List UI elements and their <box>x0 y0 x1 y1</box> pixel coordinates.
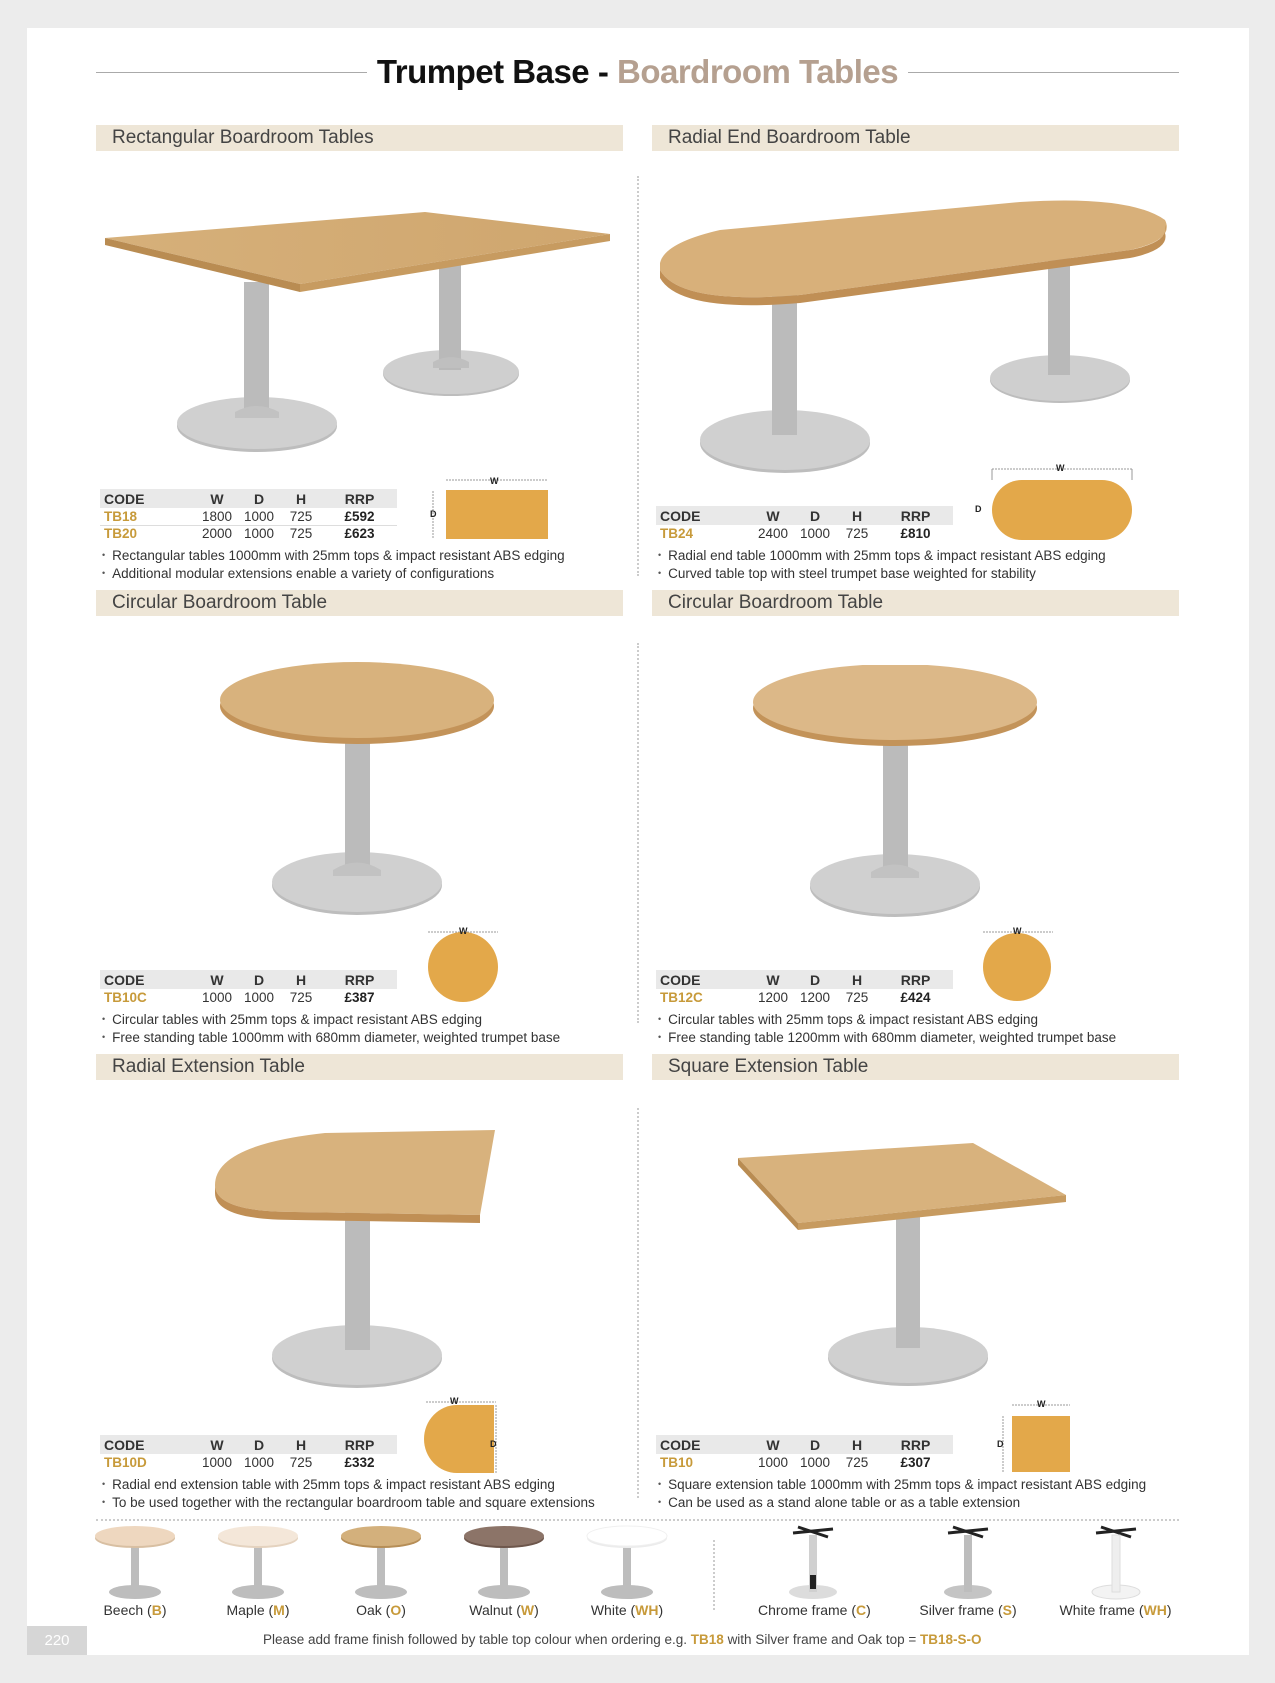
col-w: W <box>196 1435 238 1454</box>
list-item: • Free standing table 1000mm with 680mm diameter, weighted trumpet base <box>96 1029 560 1047</box>
dim-label-w: W <box>490 476 499 486</box>
dimension-diagram-square <box>994 1396 1072 1474</box>
product-code: TB20 <box>100 525 196 542</box>
frame-swatch-chrome <box>758 1525 871 1620</box>
depth-value: 1200 <box>799 990 831 1005</box>
col-d: D <box>794 970 836 989</box>
spec-table-square-extension <box>656 1435 953 1471</box>
dim-label-w: W <box>450 1396 459 1406</box>
feature-list-rectangular <box>96 547 565 583</box>
depth-value: 1000 <box>799 1455 831 1470</box>
price-value: £387 <box>344 990 375 1005</box>
col-d: D <box>238 489 280 508</box>
page-title-row <box>96 52 1179 92</box>
example-order-code: TB18-S-O <box>920 1632 982 1647</box>
col-w: W <box>196 970 238 989</box>
list-item: • Rectangular tables 1000mm with 25mm tops & impact resistant ABS edging <box>96 547 565 565</box>
finishes-frames-divider <box>713 1540 715 1610</box>
finishes-divider <box>96 1519 1179 1521</box>
walnut-table-icon <box>459 1525 549 1600</box>
col-d: D <box>794 506 836 525</box>
feature-list-radial-extension <box>96 1476 595 1512</box>
price-value: £810 <box>900 526 931 541</box>
col-h: H <box>836 970 878 989</box>
list-item: • To be used together with the rectangular boardroom table and square extensions <box>96 1494 595 1512</box>
dim-label-d: D <box>975 504 982 514</box>
dimension-diagram-radial-extension <box>424 1393 504 1475</box>
col-w: W <box>752 506 794 525</box>
col-w: W <box>196 489 238 508</box>
maple-table-icon <box>213 1525 303 1600</box>
table-row <box>656 989 953 1006</box>
price-value: £307 <box>900 1455 931 1470</box>
height-value: 725 <box>289 990 313 1005</box>
dim-label-w: W <box>1037 1399 1046 1409</box>
width-value: 1000 <box>201 1455 233 1470</box>
col-rrp: RRP <box>322 970 397 989</box>
spec-table-rectangular <box>100 489 397 542</box>
list-item: • Radial end table 1000mm with 25mm tops & impact resistant ABS edging <box>652 547 1106 565</box>
oak-top <box>341 1526 421 1546</box>
section-heading-radial-extension: Radial Extension Table <box>96 1054 623 1080</box>
product-code: TB10C <box>104 990 147 1005</box>
table-row <box>100 525 397 542</box>
table-row <box>100 508 397 525</box>
frame-label-silver: Silver frame (S) <box>919 1602 1017 1618</box>
table-row <box>656 525 953 542</box>
white-top <box>587 1526 667 1546</box>
product-code: TB24 <box>660 526 694 541</box>
col-d: D <box>238 1435 280 1454</box>
col-code: CODE <box>656 1435 752 1454</box>
dim-label-w: W <box>1056 463 1065 473</box>
finish-swatch-beech <box>85 1525 185 1620</box>
depth-value: 1000 <box>243 508 275 524</box>
spec-table-radial-extension <box>100 1435 397 1471</box>
maple-top <box>218 1526 298 1546</box>
col-h: H <box>280 489 322 508</box>
spec-table-radial-end <box>656 506 953 542</box>
price-value: £623 <box>322 525 397 542</box>
height-value: 725 <box>845 990 869 1005</box>
col-w: W <box>752 970 794 989</box>
oak-table-icon <box>336 1525 426 1600</box>
feature-list-circular-2 <box>652 1011 1116 1047</box>
title-rule-left <box>96 72 367 73</box>
finish-label-oak: Oak (O) <box>356 1602 406 1618</box>
finish-swatch-maple <box>208 1525 308 1620</box>
square-extension-table-image <box>738 1143 1068 1393</box>
depth-value: 1000 <box>238 525 280 542</box>
section-heading-circular-1: Circular Boardroom Table <box>96 590 623 616</box>
width-value: 1200 <box>757 990 789 1005</box>
col-code: CODE <box>100 489 196 508</box>
section-heading-rectangular: Rectangular Boardroom Tables <box>96 125 623 151</box>
width-value: 1800 <box>201 508 233 524</box>
column-divider <box>637 1108 639 1498</box>
dim-label-d: D <box>997 1439 1004 1449</box>
list-item: • Circular tables with 25mm tops & impact resistant ABS edging <box>96 1011 560 1029</box>
beech-top <box>95 1526 175 1546</box>
table-row <box>100 989 397 1006</box>
price-value: £424 <box>900 990 931 1005</box>
finish-label-maple: Maple (M) <box>226 1602 290 1618</box>
silver-frame-icon <box>923 1525 1013 1600</box>
frame-swatch-white <box>1058 1525 1173 1620</box>
product-code: TB10 <box>660 1455 694 1470</box>
frame-swatch-silver <box>913 1525 1023 1620</box>
product-code: TB18 <box>104 508 138 524</box>
col-h: H <box>836 1435 878 1454</box>
width-value: 1000 <box>757 1455 789 1470</box>
col-code: CODE <box>656 506 752 525</box>
width-value: 2000 <box>196 525 238 542</box>
col-w: W <box>752 1435 794 1454</box>
product-code: TB10D <box>104 1455 147 1470</box>
list-item: • Can be used as a stand alone table or as a table extension <box>652 1494 1146 1512</box>
finish-swatch-walnut <box>454 1525 554 1620</box>
feature-list-square-extension <box>652 1476 1146 1512</box>
height-value: 725 <box>289 508 313 524</box>
dimension-diagram-circle-2 <box>981 923 1056 1005</box>
spec-table-circular-1 <box>100 970 397 1006</box>
circular-table-1200-image <box>750 665 1040 925</box>
page-number: 220 <box>27 1626 87 1655</box>
col-h: H <box>280 970 322 989</box>
white-frame-icon <box>1071 1525 1161 1600</box>
rectangular-table-image <box>105 212 615 457</box>
col-code: CODE <box>100 970 196 989</box>
col-rrp: RRP <box>878 1435 953 1454</box>
depth-value: 1000 <box>243 990 275 1005</box>
section-heading-square-extension: Square Extension Table <box>652 1054 1179 1080</box>
dimension-diagram-circle-1 <box>426 923 501 1005</box>
height-value: 725 <box>845 1455 869 1470</box>
example-code: TB18 <box>690 1632 724 1647</box>
product-code: TB12C <box>660 990 703 1005</box>
list-item: • Free standing table 1200mm with 680mm diameter, weighted trumpet base <box>652 1029 1116 1047</box>
col-rrp: RRP <box>322 489 397 508</box>
list-item: • Curved table top with steel trumpet base weighted for stability <box>652 565 1106 583</box>
finish-label-beech: Beech (B) <box>103 1602 167 1618</box>
finish-swatch-oak <box>331 1525 431 1620</box>
col-rrp: RRP <box>878 970 953 989</box>
dim-label-d: D <box>490 1439 497 1449</box>
col-code: CODE <box>656 970 752 989</box>
col-d: D <box>794 1435 836 1454</box>
ordering-note: Please add frame finish followed by table top colour when ordering e.g. TB18 with Silver frame and Oak top = TB18-S-O <box>263 1632 982 1647</box>
table-row <box>656 1454 953 1471</box>
dim-label-w: W <box>459 926 468 936</box>
title-part-1: Trumpet Base - <box>376 53 609 90</box>
circular-table-1000-image <box>215 660 500 920</box>
list-item: • Radial end extension table with 25mm tops & impact resistant ABS edging <box>96 1476 595 1494</box>
column-divider <box>637 176 639 576</box>
feature-list-circular-1 <box>96 1011 560 1047</box>
dim-label-d: D <box>430 509 437 519</box>
page-title <box>367 53 908 91</box>
col-code: CODE <box>100 1435 196 1454</box>
dimension-diagram-radial-end <box>972 460 1137 542</box>
frame-label-chrome: Chrome frame (C) <box>758 1602 871 1618</box>
height-value: 725 <box>289 1455 313 1470</box>
height-value: 725 <box>845 526 869 541</box>
walnut-top <box>464 1526 544 1546</box>
col-rrp: RRP <box>322 1435 397 1454</box>
finish-label-white: White (WH) <box>590 1602 664 1618</box>
chrome-frame-icon <box>768 1525 858 1600</box>
beech-table-icon <box>90 1525 180 1600</box>
list-item: • Additional modular extensions enable a variety of configurations <box>96 565 565 583</box>
table-row <box>100 1454 397 1471</box>
price-value: £332 <box>344 1455 375 1470</box>
column-divider <box>637 643 639 1023</box>
section-heading-circular-2: Circular Boardroom Table <box>652 590 1179 616</box>
frame-label-white: White frame (WH) <box>1059 1602 1172 1618</box>
radial-extension-table-image <box>215 1130 500 1395</box>
spec-table-circular-2 <box>656 970 953 1006</box>
col-h: H <box>280 1435 322 1454</box>
radial-end-table-image <box>660 200 1175 478</box>
depth-value: 1000 <box>243 1455 275 1470</box>
height-value: 725 <box>280 525 322 542</box>
depth-value: 1000 <box>799 526 831 541</box>
finish-label-walnut: Walnut (W) <box>469 1602 539 1618</box>
section-heading-radial-end: Radial End Boardroom Table <box>652 125 1179 151</box>
title-part-2: Boardroom Tables <box>616 53 899 90</box>
width-value: 2400 <box>757 526 789 541</box>
dimension-diagram-rectangle <box>428 473 553 541</box>
feature-list-radial-end <box>652 547 1106 583</box>
dim-label-w: W <box>1013 926 1022 936</box>
price-value: £592 <box>344 508 375 524</box>
list-item: • Square extension table 1000mm with 25mm tops & impact resistant ABS edging <box>652 1476 1146 1494</box>
finish-swatch-white <box>577 1525 677 1620</box>
title-rule-right <box>908 72 1179 73</box>
list-item: • Circular tables with 25mm tops & impact resistant ABS edging <box>652 1011 1116 1029</box>
col-d: D <box>238 970 280 989</box>
white-table-icon <box>582 1525 672 1600</box>
col-rrp: RRP <box>878 506 953 525</box>
width-value: 1000 <box>201 990 233 1005</box>
col-h: H <box>836 506 878 525</box>
